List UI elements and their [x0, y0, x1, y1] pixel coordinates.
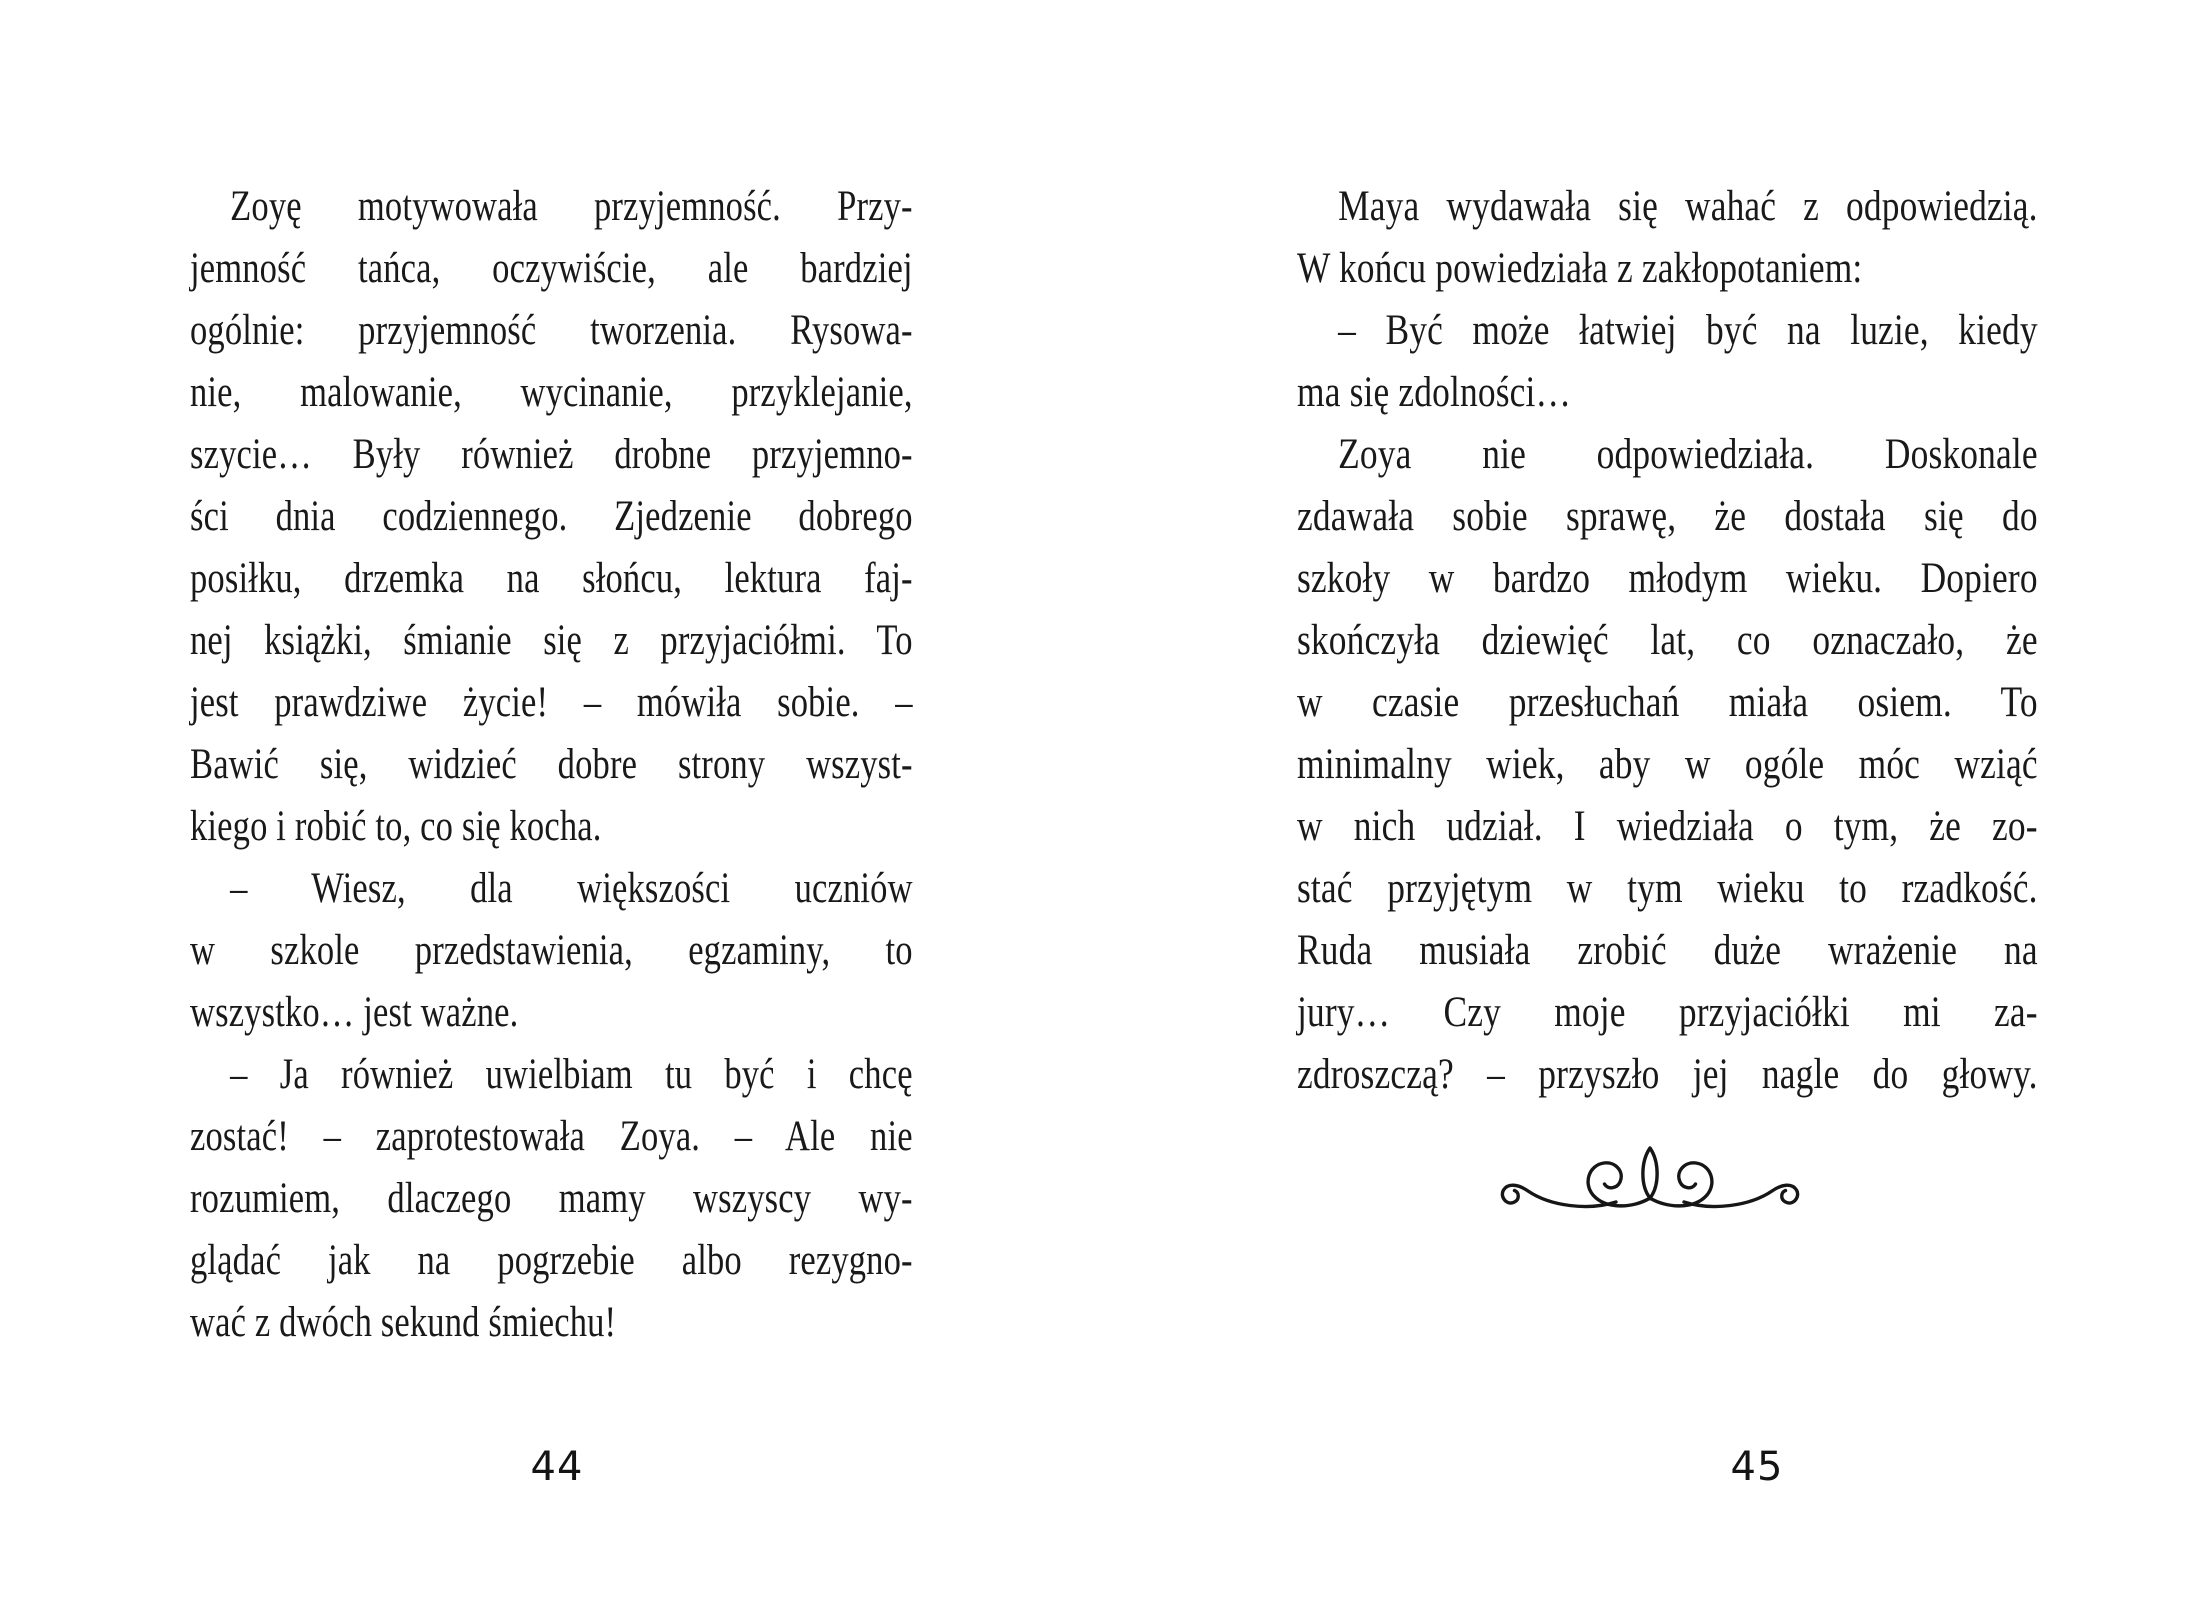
page-number-right: 45 — [1730, 1444, 1784, 1490]
text-line: posiłku, drzemka na słońcu, lektura faj- — [190, 555, 913, 602]
text-line: kiego i robić to, co się kocha. — [190, 803, 602, 850]
text-line: Ruda musiała zrobić duże wrażenie na — [1297, 927, 2038, 974]
right-page-text-column — [1297, 176, 2038, 1106]
text-line: – Ja również uwielbiam tu być i chcę — [230, 1051, 913, 1098]
text-line: zdawała sobie sprawę, że dostała się do — [1297, 493, 2038, 540]
text-line: w czasie przesłuchań miała osiem. To — [1297, 679, 2038, 726]
text-line: – Być może łatwiej być na luzie, kiedy — [1338, 307, 2038, 354]
text-line: nie, malowanie, wycinanie, przyklejanie, — [190, 369, 913, 416]
left-page-text-column — [190, 176, 913, 1354]
text-line: wać z dwóch sekund śmiechu! — [190, 1299, 617, 1346]
page-number-left: 44 — [530, 1444, 584, 1490]
text-line: rozumiem, dlaczego mamy wszyscy wy- — [190, 1175, 913, 1222]
text-line: jemność tańca, oczywiście, ale bardziej — [190, 245, 913, 292]
flourish-divider-icon — [1488, 1134, 1812, 1218]
text-line: jury… Czy moje przyjaciółki mi za- — [1297, 989, 2038, 1036]
text-line: zdroszczą? – przyszło jej nagle do głowy. — [1297, 1051, 2038, 1098]
left-page — [0, 0, 1102, 1614]
text-line: ści dnia codziennego. Zjedzenie dobrego — [190, 493, 913, 540]
text-line: zostać! – zaprotestowała Zoya. – Ale nie — [190, 1113, 913, 1160]
text-line: nej książki, śmianie się z przyjaciółmi. To — [190, 617, 913, 664]
text-line: W końcu powiedziała z zakłopotaniem: — [1297, 245, 1863, 292]
text-line: ma się zdolności… — [1297, 369, 1572, 416]
text-line: Bawić się, widzieć dobre strony wszyst- — [190, 741, 913, 788]
text-line: szycie… Były również drobne przyjemno- — [190, 431, 913, 478]
text-line: jest prawdziwe życie! – mówiła sobie. – — [190, 679, 913, 726]
text-line: Zoyę motywowała przyjemność. Przy- — [230, 183, 913, 230]
text-line: wszystko… jest ważne. — [190, 989, 519, 1036]
text-line: w szkole przedstawienia, egzaminy, to — [190, 927, 913, 974]
text-line: minimalny wiek, aby w ogóle móc wziąć — [1297, 741, 2038, 788]
text-line: szkoły w bardzo młodym wieku. Dopiero — [1297, 555, 2038, 602]
text-line: glądać jak na pogrzebie albo rezygno- — [190, 1237, 913, 1284]
text-line: skończyła dziewięć lat, co oznaczało, że — [1297, 617, 2038, 664]
text-line: stać przyjętym w tym wieku to rzadkość. — [1297, 865, 2038, 912]
text-line: Maya wydawała się wahać z odpowiedzią. — [1338, 183, 2038, 230]
text-line: w nich udział. I wiedziała o tym, że zo- — [1297, 803, 2038, 850]
text-line: Zoya nie odpowiedziała. Doskonale — [1338, 431, 2038, 478]
right-page — [1102, 0, 2205, 1614]
text-line: – Wiesz, dla większości uczniów — [230, 865, 913, 912]
text-line: ogólnie: przyjemność tworzenia. Rysowa- — [190, 307, 913, 354]
